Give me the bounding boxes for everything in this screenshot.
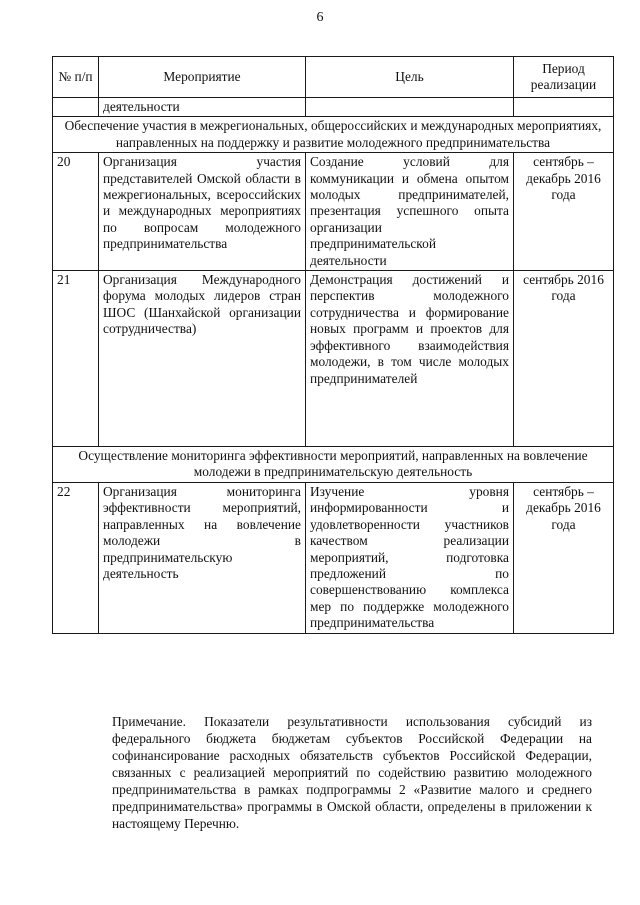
section-row-participation: [53, 117, 614, 153]
page-number: 6: [316, 10, 324, 25]
table-row: [53, 271, 614, 447]
header-event: Мероприятие: [99, 57, 306, 98]
note-text: Примечание. Показатели результативности использования субсидий из федерального бюджета бюджетам субъектов Российской Федерации на софинансирование расходных обязательств субъектов Российской Федерации, связанных с реализацией мероприятий по содействию развитию молодежного предпринимательства в рамках подпрограммы 2 «Развитие малого и среднего предпринимательства» программы в Омской области, определены в приложении к настоящему Перечню.: [112, 714, 592, 831]
section-row-monitoring: [53, 447, 614, 483]
row-number: 22: [53, 482, 99, 633]
row-goal: Демонстрация достижений и перспектив молодежного сотрудничества и формирование новых программ и проектов для эффективного взаимодействия молодежи, в том числе молодых предпринимателей: [306, 271, 514, 447]
table-row: [53, 482, 614, 633]
continuation-text: деятельности: [99, 98, 306, 117]
row-number: 21: [53, 271, 99, 447]
row-goal: Изучение уровня информированности и удовлетворенности участников качеством реализации мероприятий, подготовка предложений по совершенствованию комплекса мер по поддержке молодежного предпринимательства: [306, 482, 514, 633]
row-period: сентябрь 2016 года: [514, 271, 614, 447]
header-num: № п/п: [53, 57, 99, 98]
row-period: сентябрь – декабрь 2016 года: [514, 482, 614, 633]
row-event: Организация мониторинга эффективности мероприятий, направленных на вовлечение молодежи в предпринимательскую деятельность: [99, 482, 306, 633]
row-event: Организация Международного форума молодых лидеров стран ШОС (Шанхайской организации сотрудничества): [99, 271, 306, 447]
section-title: Осуществление мониторинга эффективности мероприятий, направленных на вовлечение молодежи в предпринимательскую деятельность: [53, 447, 614, 483]
measures-table: [52, 56, 614, 634]
header-period: Период реализации: [514, 57, 614, 98]
continuation-row: [53, 98, 614, 117]
row-event: Организация участия представителей Омской области в межрегиональных, всероссийских и международных мероприятиях по вопросам молодежного предпринимательства: [99, 153, 306, 271]
header-goal: Цель: [306, 57, 514, 98]
table-row: [53, 153, 614, 271]
row-goal: Создание условий для коммуникации и обмена опытом молодых предпринимателей, презентация успешного опыта организации предпринимательской деятельности: [306, 153, 514, 271]
footnote-paragraph: [84, 713, 592, 832]
row-number: 20: [53, 153, 99, 271]
table-header-row: [53, 57, 614, 98]
section-title: Обеспечение участия в межрегиональных, общероссийских и международных мероприятиях, направленных на поддержку и развитие молодежного предпринимательства: [53, 117, 614, 153]
row-period: сентябрь – декабрь 2016 года: [514, 153, 614, 271]
